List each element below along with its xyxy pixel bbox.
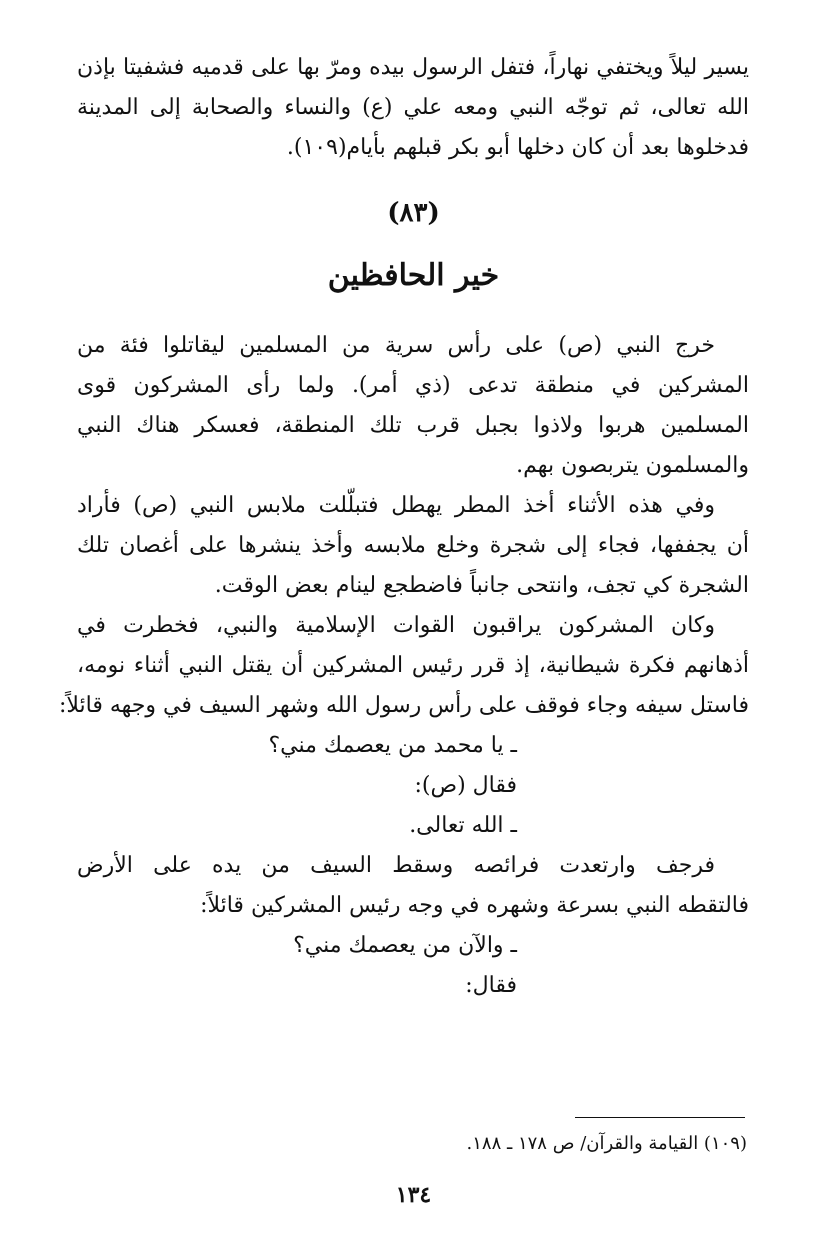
dialogue-line: فقال: [465,973,517,998]
text-line: فدخلوها بعد أن كان دخلها أبو بكر قبلهم بأيام(١٠٩). [286,135,749,160]
text-line: فاستل سيفه وجاء فوقف على رأس رسول الله وشهر السيف في وجهه قائلاً: [58,693,749,718]
dialogue-line: ـ الله تعالى. [409,813,517,838]
paragraph-3 [58,606,749,726]
text-line: المسلمين هربوا ولاذوا بجبل قرب تلك المنطقة، فعسكر هناك النبي [77,413,749,438]
text-line: المشركين في منطقة تدعى (ذي أمر). ولما رأى المشركون قوى [77,373,749,398]
footnote-divider [575,1117,745,1118]
text-line: الله تعالى، ثم توجّه النبي ومعه علي (ع) والنساء والصحابة إلى المدينة [77,95,749,120]
text-line: يسير ليلاً ويختفي نهاراً، فتفل الرسول بيده ومرّ بها على قدميه فشفيتا بإذن [77,55,749,80]
dialogue-line: ـ يا محمد من يعصمك مني؟ [268,733,517,758]
dialogue-line: ـ والآن من يعصمك مني؟ [293,933,517,958]
text-line: وكان المشركون يراقبون القوات الإسلامية والنبي، فخطرت في [77,613,715,638]
section-number: (٨٣) [387,198,440,228]
story-body [58,326,749,1006]
dialogue-line: فقال (ص): [414,773,517,798]
section-title: خير الحافظين [327,258,500,293]
paragraph-1 [77,326,749,486]
page-number: ١٣٤ [395,1182,432,1208]
text-line: وفي هذه الأثناء أخذ المطر يهطل فتبلّلت ملابس النبي (ص) فأراد [77,493,715,518]
text-line: فرجف وارتعدت فرائصه وسقط السيف من يده على الأرض [77,853,715,878]
text-line: خرج النبي (ص) على رأس سرية من المسلمين ليقاتلوا فئة من [77,333,715,358]
opening-paragraph [77,48,749,168]
text-line: والمسلمون يتربصون بهم. [516,453,749,478]
text-line: الشجرة كي تجف، وانتحى جانباً فاضطجع لينام بعض الوقت. [214,573,749,598]
footnote: (١٠٩) القيامة والقرآن/ ص ١٧٨ ـ ١٨٨. [466,1133,747,1154]
text-line: أن يجففها، فجاء إلى شجرة وخلع ملابسه وأخذ ينشرها على أغصان تلك [77,533,749,558]
paragraph-2 [77,486,749,606]
text-line: أذهانهم فكرة شيطانية، إذ قرر رئيس المشركين أن يقتل النبي أثناء نومه، [77,653,749,678]
text-line: فالتقطه النبي بسرعة وشهره في وجه رئيس المشركين قائلاً: [200,893,749,918]
paragraph-4 [77,846,749,926]
